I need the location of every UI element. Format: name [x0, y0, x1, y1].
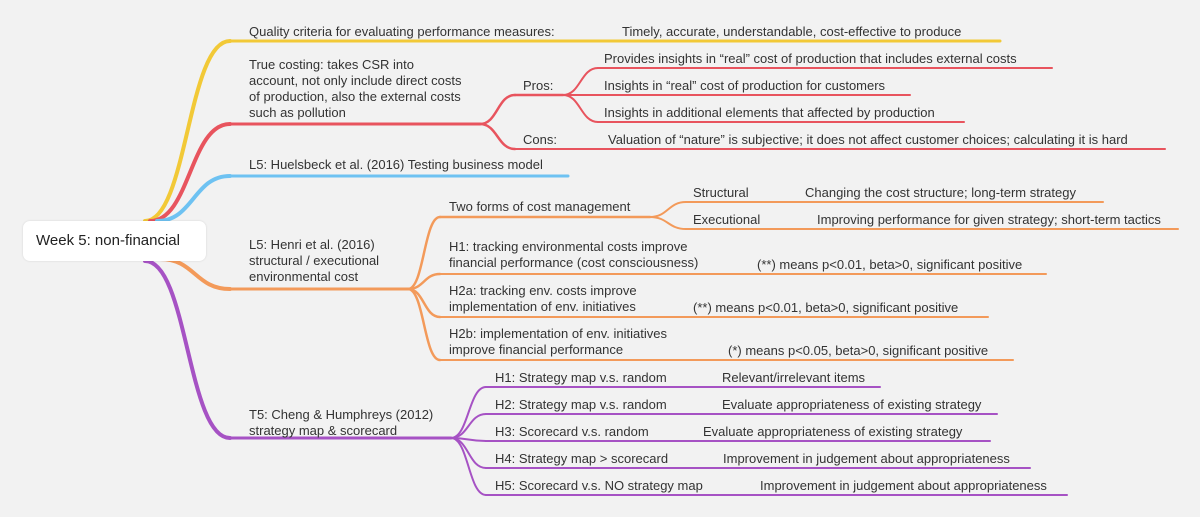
cheng-h2-label[interactable]: H2: Strategy map v.s. random	[495, 397, 667, 412]
quality-criteria-label[interactable]: Quality criteria for evaluating performance measures:	[249, 24, 555, 39]
pros-label[interactable]: Pros:	[523, 78, 554, 93]
cheng-h1-label[interactable]: H1: Strategy map v.s. random	[495, 370, 667, 385]
pros-item-1[interactable]: Provides insights in “real” cost of production that includes external costs	[604, 51, 1017, 66]
root-label: Week 5: non-financial	[36, 232, 180, 249]
connector-structural	[650, 202, 686, 217]
pros-item-3[interactable]: Insights in additional elements that affected by production	[604, 105, 935, 120]
connector-pros	[480, 95, 515, 124]
henri-h2b-label[interactable]: H2b: implementation of env. initiatives improve financial performance	[449, 326, 667, 357]
connector-pros-3	[563, 95, 598, 122]
quality-criteria-value[interactable]: Timely, accurate, understandable, cost-effective to produce	[622, 24, 962, 39]
connector-executional	[650, 217, 686, 229]
connector-pros-1	[563, 68, 598, 95]
cheng-h5-value[interactable]: Improvement in judgement about appropriateness	[760, 478, 1047, 493]
henri-h2b-value[interactable]: (*) means p<0.05, beta>0, significant positive	[728, 343, 989, 358]
henri-h1-value[interactable]: (**) means p<0.01, beta>0, significant positive	[757, 257, 1023, 272]
cheng-h2-value[interactable]: Evaluate appropriateness of existing strategy	[722, 397, 982, 412]
cheng-h3-value[interactable]: Evaluate appropriateness of existing strategy	[703, 424, 963, 439]
true-costing-label[interactable]: True costing: takes CSR into account, not only include direct costs of production, also the external costs such as pollution	[249, 57, 462, 120]
connector-cons	[480, 124, 515, 149]
root-node[interactable]	[23, 221, 206, 261]
cheng-h3-label[interactable]: H3: Scorecard v.s. random	[495, 424, 649, 439]
connector-quality	[145, 41, 230, 221]
connector-cheng-h1	[451, 387, 486, 438]
connector-two-forms	[408, 217, 440, 289]
cons-label[interactable]: Cons:	[523, 132, 557, 147]
executional-value[interactable]: Improving performance for given strategy; short-term tactics	[817, 212, 1161, 227]
executional-label[interactable]: Executional	[693, 212, 761, 227]
two-forms-label[interactable]: Two forms of cost management	[449, 199, 631, 214]
connector-henri-h2b	[408, 289, 440, 360]
pros-item-2[interactable]: Insights in “real” cost of production for customers	[604, 78, 886, 93]
cheng-h5-label[interactable]: H5: Scorecard v.s. NO strategy map	[495, 478, 703, 493]
structural-value[interactable]: Changing the cost structure; long-term strategy	[805, 185, 1076, 200]
henri-h2a-label[interactable]: H2a: tracking env. costs improve implementation of env. initiatives	[449, 283, 637, 314]
huelsbeck-label[interactable]: L5: Huelsbeck et al. (2016) Testing business model	[249, 157, 543, 172]
cons-item-1[interactable]: Valuation of “nature” is subjective; it does not affect customer choices; calculating it is hard	[608, 132, 1128, 147]
cheng-h4-label[interactable]: H4: Strategy map > scorecard	[495, 451, 669, 466]
cheng-label[interactable]: T5: Cheng & Humphreys (2012) strategy map & scorecard	[249, 407, 434, 438]
cheng-h1-value[interactable]: Relevant/irrelevant items	[722, 370, 866, 385]
connector-cheng-h2	[451, 414, 486, 438]
henri-h1-label[interactable]: H1: tracking environmental costs improve financial performance (cost consciousness)	[449, 239, 699, 270]
henri-h2a-value[interactable]: (**) means p<0.01, beta>0, significant positive	[693, 300, 959, 315]
henri-label[interactable]: L5: Henri et al. (2016) structural / executional environmental cost	[249, 237, 380, 284]
structural-label[interactable]: Structural	[693, 185, 749, 200]
cheng-h4-value[interactable]: Improvement in judgement about appropriateness	[723, 451, 1010, 466]
